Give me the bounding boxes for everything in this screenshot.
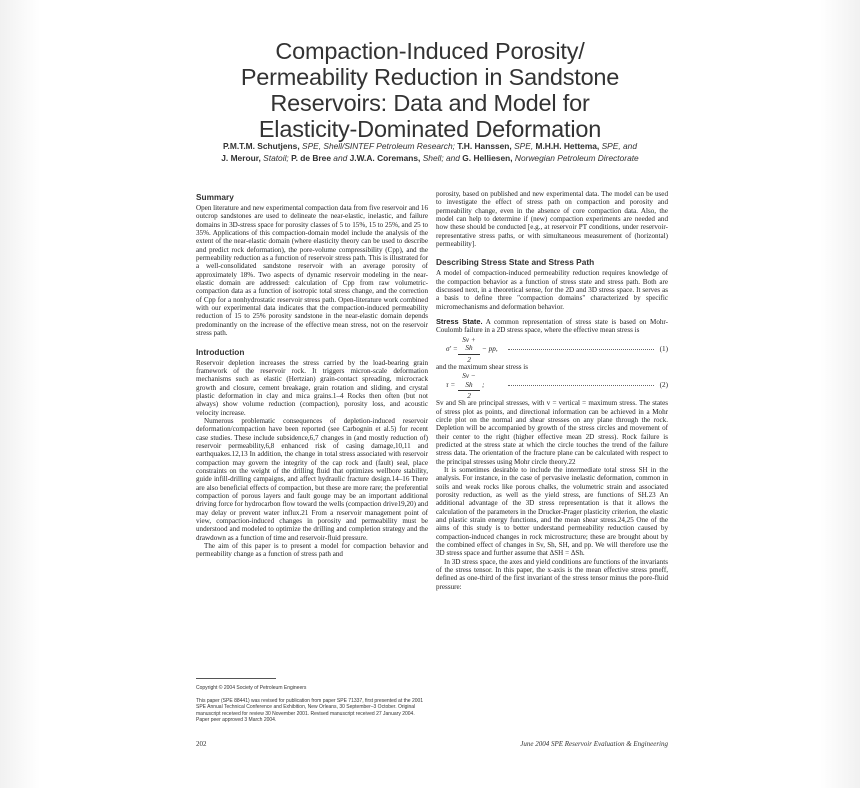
intro-paragraph-2: Numerous problematic consequences of depletion-induced reservoir deformation/compaction have been reported (see Carbognin et al.5) for recent case studies. These include subsidence,6,7 changes in (and mostly reduction of) reservoir permeability,6,8 enhanced risk of casing damage,10,11 and earthquakes.12,13 In addition, the change in total stress associated with reservoir compaction may govern the integrity of the cap rock and (fault) seal, place constraints on the weight of the drilling fluid that optimizes wellbore stability, guide infill-drilling campaigns, and affect hydraulic fracture design.14–16 There are also beneficial effects of compaction, but these are more rare; the preferential compaction of porous layers and fault gouge may be an important additional driving force for hydrocarbon flow toward the wells (compaction drive19,20) and may delay or prevent water influx.21 From a reservoir management point of view, compaction-induced changes in porosity and permeability must be understood and modeled to optimize the drilling and completion strategy and the drawdown as a function of time and reservoir-fluid pressure. — [196, 416, 428, 542]
eq2-denominator: 2 — [467, 391, 471, 400]
author-name: T.H. Hanssen, — [457, 141, 512, 151]
journal-footer: June 2004 SPE Reservoir Evaluation & Engineering — [520, 740, 668, 748]
summary-heading: Summary — [196, 192, 234, 202]
author-affiliation: SPE, — [511, 141, 536, 151]
stress-paragraph-3: It is sometimes desirable to include the intermediate total stress SH in the analysis. For instance, in the case of pervasive inelastic deformation, common in soils and weak rocks like porous chalks, the volumetric strain and associated porosity reduction, as well as the yield stress, are functions of SH.23 An additional advantage of the 3D stress representation is that it allows the calculation of the parameters in the Drucker-Prager plasticity criterion, the elastic and plastic strain energy functions, and the mean shear stress.24,25 One of the aims of this study is to better understand permeability reduction caused by compaction-induced changes in rock microstructure; these are brought about by the combined effect of changes in Sv, Sh, SH, and pp. We will therefore use the 3D stress space and further assume that ΔSH = ΔSh. — [436, 465, 668, 558]
author-name: G. Helliesen, — [462, 153, 513, 163]
author-list — [130, 140, 730, 164]
stress-paragraph-1: A model of compaction-induced permeability reduction requires knowledge of the compaction behavior as a function of stress state and stress path. Both are discussed next, in a theoretical sense, for the 2D and 3D stress space. It serves as a basis to define three "compaction domains" characterized by specific micromechanisms and deformation behavior. — [436, 269, 668, 311]
eq2-rhs: ; — [482, 381, 485, 390]
eq2-number: (2) — [659, 381, 668, 390]
author-affiliation: Statoil; — [260, 153, 292, 163]
author-name: P. de Bree — [291, 153, 331, 163]
stress-state-text: A common representation of stress state is based on Mohr-Coulomb failure in a 2D stress space, where the effective mean stress is — [436, 318, 669, 335]
title-line-4: Elasticity-Dominated Deformation — [258, 116, 602, 142]
title-line-3: Reservoirs: Data and Model for — [270, 90, 590, 116]
left-column — [196, 190, 428, 559]
eq1-leader-dots — [508, 349, 654, 350]
equation-1 — [436, 335, 668, 363]
eq1-denominator: 2 — [467, 355, 471, 364]
eq1-rhs: − pp, — [482, 344, 498, 353]
intro-paragraph-1: Reservoir depletion increases the stress carried by the load-bearing grain framework of the reservoir rock. It triggers micron-scale deformation mechanisms such as elastic (Hertzian) grain-contact spreading, microcrack growth and closure, cement breakage, grain rotation and sliding, and crystal plastic deformation in clay and mica grains.1–4 Rocks then often (but not always) show volume reduction (compaction), porosity loss, and acoustic velocity increase. — [196, 358, 428, 417]
stress-paragraph-2: Sv and Sh are principal stresses, with v = vertical = maximum stress. The states of stress plot as points, and directional information can be achieved in a Mohr circle plot on the normal and shear stresses on any plane through the rock. Depletion will be accompanied by growth of the stress circles and movement of their center to the right (higher effective mean 2D stress). Rock failure is predicted at the stress state at which the circle touches the trend of the failure stress data. The orientation of the fracture plane can be calculated with respect to the principal stresses using Mohr circle theory.22 — [436, 399, 668, 466]
author-name: J. Merour, — [221, 153, 261, 163]
eq2-lhs: τ = — [446, 381, 456, 390]
author-name: P.M.T.M. Schutjens, — [223, 141, 300, 151]
equation-2 — [436, 371, 668, 399]
stress-paragraph-4: In 3D stress space, the axes and yield conditions are functions of the invariants of the stress tensor. In this paper, the x-axis is the mean effective stress pmeff, defined as one-third of the first invariant of the stress tensor minus the pore-fluid pressure: — [436, 557, 668, 591]
continued-paragraph: porosity, based on published and new experimental data. The model can be used to investigate the effect of stress path on compaction and porosity and permeability change, even in the absence of core compaction data. Also, the model can help to determine if (new) compaction experiments are needed and how these should be conducted [e.g., at reservoir PT conditions, under reservoir-representative stress paths, or with simultaneous measurement of (horizontal) permeability]. — [436, 190, 668, 249]
right-column — [436, 190, 668, 591]
eq2-fraction — [458, 372, 480, 400]
summary-paragraph: Open literature and new experimental compaction data from five reservoir and 16 outcrop sandstones are used to delineate the near-elastic, inelastic, and failure domains in 3D-stress space for porosity classes of 5 to 15%, 15 to 25%, and 25 to 35%. Applications of this compaction-domain model include the analysis of the extent of the near-elastic domain (where elasticity theory can be used to describe and predict rock deformation), the pore-volume compressibility (Cpp), and the permeability reduction as a function of reservoir stress path. This is illustrated for a well-consolidated sandstone reservoir with an average porosity of approximately 18%. Two aspects of dynamic reservoir modeling in the near-elastic domain are addressed: calculation of Cpp from raw volumetric-compaction data as a function of isotropic total stress change, and the correction of Cpp for a nonhydrostatic reservoir stress path. Open-literature work combined with our experimental data indicates that the compaction-induced permeability reduction of 15 to 25% porosity sandstone in the near-elastic domain depends predominantly on the increase of the effective mean stress, not on the reservoir stress path. — [196, 204, 428, 338]
eq2-leader-dots — [508, 385, 654, 386]
copyright-notice: Copyright © 2004 Society of Petroleum Engineers — [196, 685, 307, 691]
title-line-1: Compaction-Induced Porosity/ — [275, 38, 585, 64]
author-line-1 — [130, 140, 730, 152]
eq1-fraction — [458, 336, 480, 364]
stress-path-heading: Describing Stress State and Stress Path — [436, 257, 595, 268]
eq2-numerator: Sv − Sh — [458, 372, 480, 391]
eq1-number: (1) — [659, 344, 668, 353]
author-affiliation: SPE, and — [599, 141, 637, 151]
stress-state-label: Stress State. — [436, 317, 483, 327]
author-line-2 — [130, 152, 730, 164]
eq1-lhs: σ′ = — [446, 344, 458, 353]
author-name: M.H.H. Hettema, — [535, 141, 600, 151]
page-number: 202 — [196, 740, 207, 748]
paper-title — [130, 38, 730, 142]
author-affiliation: Norwegian Petroleum Directorate — [512, 153, 639, 163]
author-affiliation: and — [330, 153, 350, 163]
author-name: J.W.A. Coremans, — [349, 153, 421, 163]
stress-state-paragraph — [436, 318, 668, 335]
footnote-divider — [196, 678, 276, 679]
paper-footnote: This paper (SPE 88441) was revised for publication from paper SPE 71337, first presented at the 2001 SPE Annual Technical Conference and Exhibition, New Orleans, 30 September–3 October. Original manuscript received for review 30 November 2001. Revised manuscript received 27 January 2004. Paper peer approved 3 March 2004. — [196, 698, 424, 724]
author-affiliation: Shell; and — [420, 153, 463, 163]
introduction-heading: Introduction — [196, 346, 245, 357]
intro-paragraph-3: The aim of this paper is to present a model for compaction behavior and permeability change as a function of stress path and — [196, 542, 428, 559]
eq1-numerator: Sv + Sh — [458, 336, 480, 355]
shear-intro: and the maximum shear stress is — [436, 362, 529, 371]
title-line-2: Permeability Reduction in Sandstone — [240, 64, 620, 90]
author-affiliation: SPE, Shell/SINTEF Petroleum Research; — [299, 141, 458, 151]
